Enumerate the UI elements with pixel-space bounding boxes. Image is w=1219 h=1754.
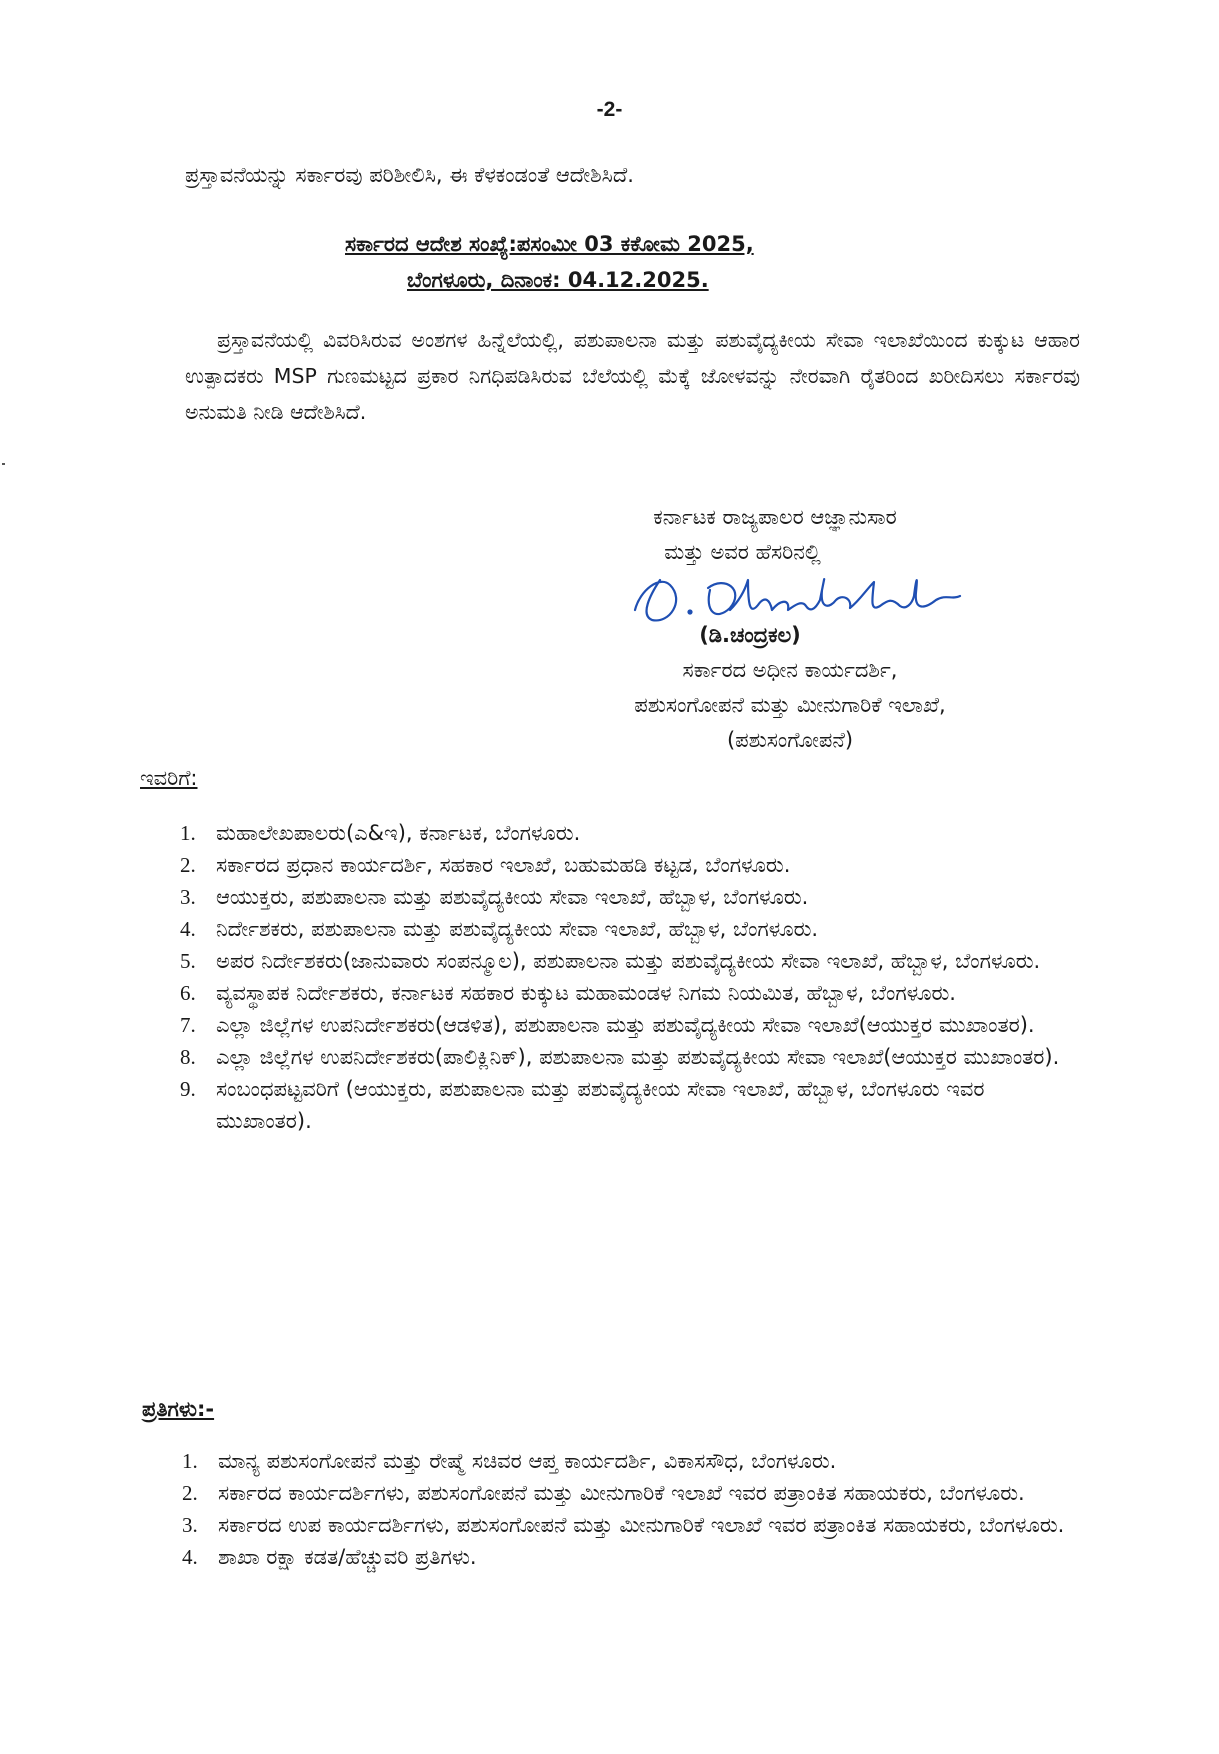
order-number: ಸರ್ಕಾರದ ಆದೇಶ ಸಂಖ್ಯೆ:ಪಸಂಮೀ 03 ಕಕೋಮ 2025,: [345, 232, 754, 256]
item-number: 3.: [182, 1513, 198, 1537]
signatory-section: (ಪಶುಸಂಗೋಪನೆ): [726, 728, 854, 752]
list-item: [180, 849, 1080, 881]
item-number: 4.: [180, 917, 196, 941]
to-heading: ಇವರಿಗೆ:: [140, 766, 198, 790]
list-item: [182, 1541, 1082, 1573]
list-item: [180, 881, 1080, 913]
item-text: ಸರ್ಕಾರದ ಉಪ ಕಾರ್ಯದರ್ಶಿಗಳು, ಪಶುಸಂಗೋಪನೆ ಮತ್ತು ಮೀನುಗಾರಿಕೆ ಇಲಾಖೆ ಇವರ ಪತ್ರಾಂಕಿತ ಸಹಾಯಕರು, ಬೆಂಗಳೂರು.: [218, 1513, 1065, 1537]
authority-line-2: ಮತ್ತು ಅವರ ಹೆಸರಿನಲ್ಲಿ: [664, 540, 821, 564]
item-number: 7.: [180, 1013, 196, 1037]
item-text: ಎಲ್ಲಾ ಜಿಲ್ಲೆಗಳ ಉಪನಿರ್ದೇಶಕರು(ಆಡಳಿತ), ಪಶುಪಾಲನಾ ಮತ್ತು ಪಶುವೈದ್ಯಕೀಯ ಸೇವಾ ಇಲಾಖೆ(ಆಯುಕ್ತರ ಮುಖಾಂತರ).: [216, 1013, 1035, 1037]
order-place-date: ಬೆಂಗಳೂರು, ದಿನಾಂಕ: 04.12.2025.: [407, 268, 709, 292]
item-number: 1.: [180, 821, 196, 845]
item-text: ಶಾಖಾ ರಕ್ಷಾ ಕಡತ/ಹೆಚ್ಚುವರಿ ಪ್ರತಿಗಳು.: [218, 1545, 477, 1569]
signatory-name: (ಡಿ.ಚಂದ್ರಕಲ): [699, 623, 801, 647]
signatory-department: ಪಶುಸಂಗೋಪನೆ ಮತ್ತು ಮೀನುಗಾರಿಕೆ ಇಲಾಖೆ,: [634, 693, 946, 717]
item-number: 3.: [180, 885, 196, 909]
list-item: [182, 1509, 1082, 1541]
order-heading: [345, 226, 945, 298]
copies-list: [182, 1445, 1082, 1573]
item-number: 2.: [182, 1481, 198, 1505]
scan-speck: [2, 463, 5, 465]
item-text: ವ್ಯವಸ್ಥಾಪಕ ನಿರ್ದೇಶಕರು, ಕರ್ನಾಟಕ ಸಹಕಾರ ಕುಕ್ಕುಟ ಮಹಾಮಂಡಳ ನಿಗಮ ನಿಯಮಿತ, ಹೆಬ್ಬಾಳ, ಬೆಂಗಳೂರು.: [216, 981, 956, 1005]
item-number: 2.: [180, 853, 196, 877]
signature-block: [560, 500, 1020, 758]
list-item: [180, 1073, 1080, 1137]
list-item: [182, 1477, 1082, 1509]
item-text: ಸರ್ಕಾರದ ಪ್ರಧಾನ ಕಾರ್ಯದರ್ಶಿ, ಸಹಕಾರ ಇಲಾಖೆ, ಬಹುಮಹಡಿ ಕಟ್ಟಡ, ಬೆಂಗಳೂರು.: [216, 853, 791, 877]
item-text: ಸರ್ಕಾರದ ಕಾರ್ಯದರ್ಶಿಗಳು, ಪಶುಸಂಗೋಪನೆ ಮತ್ತು ಮೀನುಗಾರಿಕೆ ಇಲಾಖೆ ಇವರ ಪತ್ರಾಂಕಿತ ಸಹಾಯಕರು, ಬೆಂಗಳೂರು.: [218, 1481, 1025, 1505]
list-item: [180, 945, 1080, 977]
item-number: 6.: [180, 981, 196, 1005]
authority-line: ಕರ್ನಾಟಕ ರಾಜ್ಯಪಾಲರ ಆಜ್ಞಾನುಸಾರ: [653, 505, 897, 529]
item-number: 1.: [182, 1449, 198, 1473]
list-item: [180, 1041, 1080, 1073]
item-text: ಎಲ್ಲಾ ಜಿಲ್ಲೆಗಳ ಉಪನಿರ್ದೇಶಕರು(ಪಾಲಿಕ್ಲಿನಿಕ್), ಪಶುಪಾಲನಾ ಮತ್ತು ಪಶುವೈದ್ಯಕೀಯ ಸೇವಾ ಇಲಾಖೆ(ಆಯುಕ್ತರ ಮುಖಾಂತರ).: [216, 1045, 1060, 1069]
item-text: ಅಪರ ನಿರ್ದೇಶಕರು(ಜಾನುವಾರು ಸಂಪನ್ಮೂಲ), ಪಶುಪಾಲನಾ ಮತ್ತು ಪಶುವೈದ್ಯಕೀಯ ಸೇವಾ ಇಲಾಖೆ, ಹೆಬ್ಬಾಳ, ಬೆಂಗಳೂರು.: [216, 949, 1041, 973]
order-body-paragraph: ಪ್ರಸ್ತಾವನೆಯಲ್ಲಿ ವಿವರಿಸಿರುವ ಅಂಶಗಳ ಹಿನ್ನೆಲೆಯಲ್ಲಿ, ಪಶುಪಾಲನಾ ಮತ್ತು ಪಶುವೈದ್ಯಕೀಯ ಸೇವಾ ಇಲಾಖೆಯಿಂದ ಕುಕ್ಕುಟ ಆಹಾರ ಉತ್ಪಾದಕರು MSP ಗುಣಮಟ್ಟದ ಪ್ರಕಾರ ನಿಗಧಿಪಡಿಸಿರುವ ಬೆಲೆಯಲ್ಲಿ ಮೆಕ್ಕೆ ಜೋಳವನ್ನು ನೇರವಾಗಿ ರೈತರಿಂದ ಖರೀದಿಸಲು ಸರ್ಕಾರವು ಅನುಮತಿ ನೀಡಿ ಆದೇಶಿಸಿದೆ.: [185, 328, 1080, 424]
item-number: 9.: [180, 1077, 196, 1101]
page-number: -2-: [596, 98, 623, 121]
recipients-list: [180, 817, 1080, 1137]
list-item: [180, 817, 1080, 849]
item-number: 4.: [182, 1545, 198, 1569]
copies-heading: ಪ್ರತಿಗಳು:-: [142, 1397, 215, 1421]
list-item: [180, 913, 1080, 945]
list-item: [182, 1445, 1082, 1477]
signatory-designation: ಸರ್ಕಾರದ ಅಧೀನ ಕಾರ್ಯದರ್ಶಿ,: [682, 658, 898, 682]
item-text: ನಿರ್ದೇಶಕರು, ಪಶುಪಾಲನಾ ಮತ್ತು ಪಶುವೈದ್ಯಕೀಯ ಸೇವಾ ಇಲಾಖೆ, ಹೆಬ್ಬಾಳ, ಬೆಂಗಳೂರು.: [216, 917, 819, 941]
list-item: [180, 1009, 1080, 1041]
item-text: ಆಯುಕ್ತರು, ಪಶುಪಾಲನಾ ಮತ್ತು ಪಶುವೈದ್ಯಕೀಯ ಸೇವಾ ಇಲಾಖೆ, ಹೆಬ್ಬಾಳ, ಬೆಂಗಳೂರು.: [216, 885, 809, 909]
list-item: [180, 977, 1080, 1009]
item-number: 5.: [180, 949, 196, 973]
item-number: 8.: [180, 1045, 196, 1069]
intro-line: ಪ್ರಸ್ತಾವನೆಯನ್ನು ಸರ್ಕಾರವು ಪರಿಶೀಲಿಸಿ, ಈ ಕೆಳಕಂಡಂತೆ ಆದೇಶಿಸಿದೆ.: [185, 163, 634, 187]
item-text: ಮಹಾಲೇಖಪಾಲರು(ಎ&ಇ), ಕರ್ನಾಟಕ, ಬೆಂಗಳೂರು.: [216, 821, 581, 845]
item-text: ಸಂಬಂಧಪಟ್ಟವರಿಗೆ (ಆಯುಕ್ತರು, ಪಶುಪಾಲನಾ ಮತ್ತು ಪಶುವೈದ್ಯಕೀಯ ಸೇವಾ ಇಲಾಖೆ, ಹೆಬ್ಬಾಳ, ಬೆಂಗಳೂರು ಇವರ ಮುಖಾಂತರ).: [216, 1077, 985, 1133]
item-text: ಮಾನ್ಯ ಪಶುಸಂಗೋಪನೆ ಮತ್ತು ರೇಷ್ಮೆ ಸಚಿವರ ಆಪ್ತ ಕಾರ್ಯದರ್ಶಿ, ವಿಕಾಸಸೌಧ, ಬೆಂಗಳೂರು.: [218, 1449, 837, 1473]
